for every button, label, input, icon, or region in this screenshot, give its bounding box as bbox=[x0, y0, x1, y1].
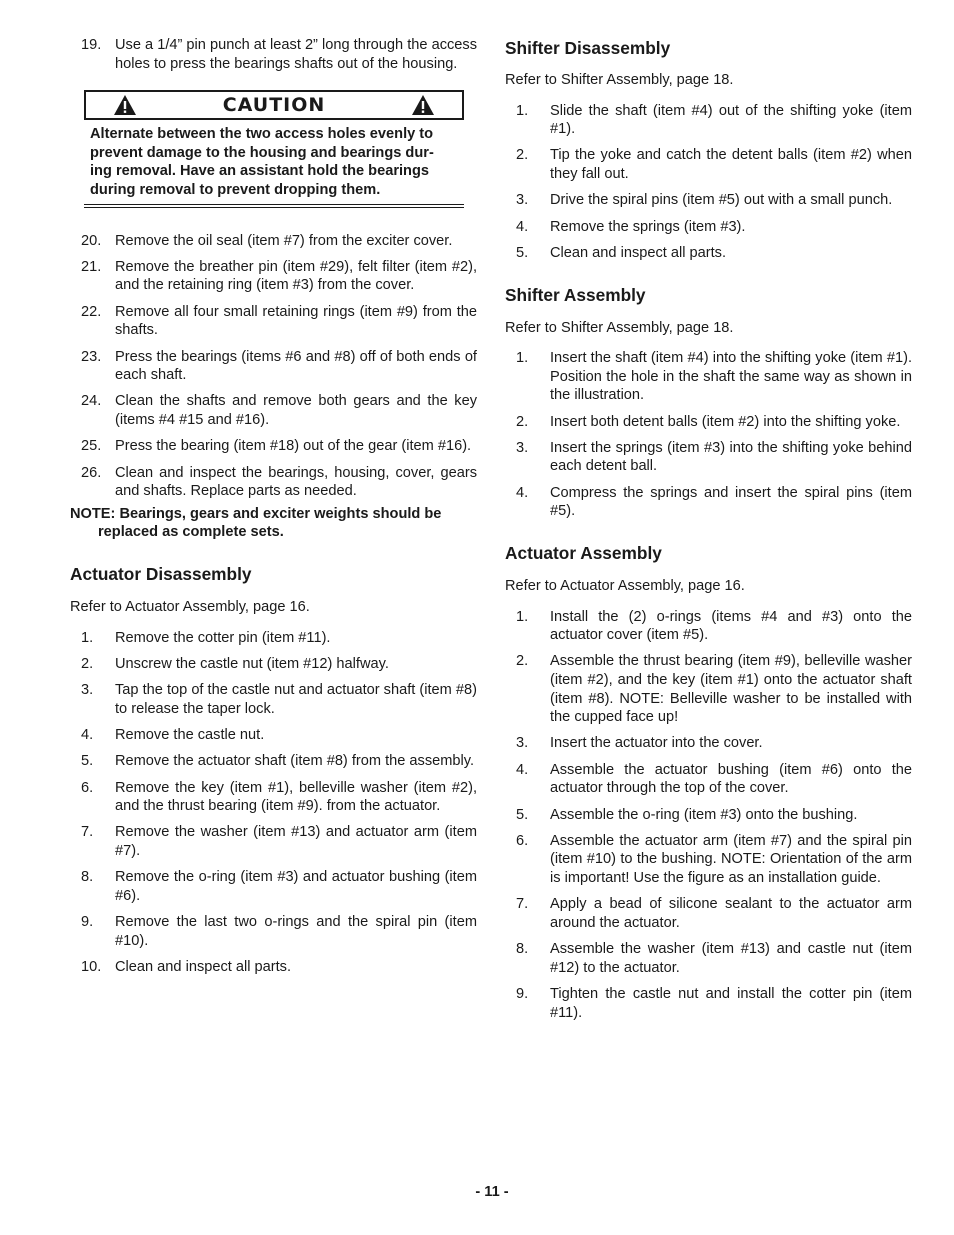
step-text: Remove the castle nut. bbox=[115, 727, 265, 744]
step-text: Compress the springs and insert the spiral pins (item #5). bbox=[550, 484, 912, 520]
step-19 bbox=[70, 36, 477, 73]
section-heading-shifter-disassembly: Shifter Disassembly bbox=[505, 38, 671, 58]
list-item bbox=[70, 726, 477, 745]
step-text: Use a 1/4” pin punch at least 2” long through the access holes to press the bearings shafts out of the housing. bbox=[115, 37, 477, 72]
note-line: replaced as complete sets. bbox=[98, 524, 284, 541]
step-text: Remove all four small retaining rings (item #9) from the shafts. bbox=[115, 303, 477, 339]
step-number: 2. bbox=[81, 655, 94, 672]
step-text: Insert the actuator into the cover. bbox=[550, 735, 763, 752]
note-line: NOTE: Bearings, gears and exciter weights should be bbox=[70, 505, 442, 522]
step-25 bbox=[70, 437, 477, 456]
step-text: Remove the breather pin (item #29), felt filter (item #2), and the retaining ring (item #3) from the cover. bbox=[115, 258, 477, 294]
list-item bbox=[505, 652, 912, 726]
step-number: 1. bbox=[516, 350, 529, 367]
list-item bbox=[70, 752, 477, 771]
page-number: - 11 - bbox=[475, 1184, 509, 1200]
caution-line: Alternate between the two access holes evenly to bbox=[90, 126, 434, 143]
list-item bbox=[505, 940, 912, 977]
step-text: Assemble the washer (item #13) and castle nut (item #12) to the actuator. bbox=[550, 941, 912, 976]
step-number: 3. bbox=[516, 735, 529, 752]
step-text: Clean and inspect the bearings, housing, cover, gears and shafts. Replace parts as needed. bbox=[115, 464, 477, 500]
step-text: Assemble the thrust bearing (item #9), belleville washer (item #2), and the key (item #1) onto the actuator shaft (item #8). NOTE: Belleville washer to be installed with the cupped face up! bbox=[550, 653, 912, 726]
list-item bbox=[505, 349, 912, 405]
list-item bbox=[70, 958, 477, 977]
list-item bbox=[505, 484, 912, 521]
step-number: 1. bbox=[81, 629, 94, 646]
step-number: 4. bbox=[81, 727, 94, 744]
step-number: 1. bbox=[516, 102, 529, 119]
step-text: Unscrew the castle nut (item #12) halfway. bbox=[115, 655, 389, 672]
step-number: 4. bbox=[516, 218, 529, 235]
step-number: 22. bbox=[81, 303, 102, 320]
caution-line: during removal to prevent dropping them. bbox=[90, 181, 381, 198]
list-item bbox=[70, 629, 477, 648]
list-item bbox=[505, 761, 912, 798]
step-text: Remove the oil seal (item #7) from the exciter cover. bbox=[115, 232, 453, 249]
step-number: 24. bbox=[81, 393, 102, 410]
step-text: Press the bearings (items #6 and #8) off of both ends of each shaft. bbox=[115, 348, 477, 384]
list-item bbox=[505, 895, 912, 932]
step-24 bbox=[70, 392, 477, 429]
step-20 bbox=[70, 232, 477, 251]
list-item bbox=[70, 779, 477, 816]
step-number: 3. bbox=[81, 682, 94, 699]
list-item bbox=[70, 913, 477, 950]
step-text: Slide the shaft (item #4) out of the shifting yoke (item #1). bbox=[550, 102, 912, 138]
step-text: Insert both detent balls (item #2) into the shifting yoke. bbox=[550, 413, 901, 430]
caution-text bbox=[84, 120, 464, 207]
list-item bbox=[505, 608, 912, 645]
step-number: 9. bbox=[81, 914, 94, 931]
list-item bbox=[505, 439, 912, 476]
step-number: 21. bbox=[81, 258, 102, 275]
list-item bbox=[505, 734, 912, 753]
step-text: Remove the actuator shaft (item #8) from the assembly. bbox=[115, 753, 475, 770]
step-text: Remove the washer (item #13) and actuator arm (item #7). bbox=[115, 824, 477, 860]
right-column bbox=[505, 38, 912, 1030]
list-item bbox=[505, 146, 912, 183]
step-number: 2. bbox=[516, 413, 529, 430]
step-text: Remove the last two o-rings and the spiral pin (item #10). bbox=[115, 914, 477, 949]
step-text: Clean the shafts and remove both gears and the key (items #4 #15 and #16). bbox=[115, 393, 477, 429]
reference-text: Refer to Actuator Assembly, page 16. bbox=[505, 577, 745, 594]
list-item bbox=[70, 868, 477, 905]
step-number: 5. bbox=[516, 806, 529, 823]
list-item bbox=[70, 823, 477, 860]
step-number: 10. bbox=[81, 959, 102, 976]
reference-text: Refer to Shifter Assembly, page 18. bbox=[505, 319, 734, 336]
list-item bbox=[70, 681, 477, 718]
warning-triangle-icon bbox=[411, 94, 435, 116]
step-text: Clean and inspect all parts. bbox=[550, 244, 727, 261]
step-text: Tighten the castle nut and install the cotter pin (item #11). bbox=[550, 986, 912, 1021]
step-text: Install the (2) o-rings (items #4 and #3) onto the actuator cover (item #5). bbox=[550, 608, 912, 644]
step-text: Remove the springs (item #3). bbox=[550, 218, 746, 235]
caution-line: ing removal. Have an assistant hold the bearings bbox=[90, 163, 429, 180]
step-text: Remove the key (item #1), belleville washer (item #2), and the thrust bearing (item #9). from the actuator. bbox=[115, 779, 477, 815]
step-number: 19. bbox=[81, 37, 102, 53]
step-text: Tap the top of the castle nut and actuator shaft (item #8) to release the taper lock. bbox=[115, 682, 477, 717]
step-text: Clean and inspect all parts. bbox=[115, 959, 292, 976]
step-number: 20. bbox=[81, 232, 102, 249]
step-number: 5. bbox=[81, 753, 94, 770]
list-item bbox=[505, 832, 912, 888]
section-heading-actuator-disassembly: Actuator Disassembly bbox=[70, 564, 252, 584]
step-number: 6. bbox=[81, 779, 94, 796]
warning-triangle-icon bbox=[113, 94, 137, 116]
step-text: Assemble the o-ring (item #3) onto the bushing. bbox=[550, 806, 858, 823]
list-item bbox=[505, 413, 912, 432]
caution-box bbox=[84, 90, 464, 207]
step-text: Assemble the actuator arm (item #7) and the spiral pin (item #10) to the bushing. NOTE: Orientation of the arm is important! Use the figure as an installation guide. bbox=[550, 832, 912, 887]
reference-text: Refer to Actuator Assembly, page 16. bbox=[70, 599, 310, 615]
step-number: 3. bbox=[516, 439, 529, 456]
step-text: Insert the springs (item #3) into the shifting yoke behind each detent ball. bbox=[550, 439, 912, 475]
list-item bbox=[505, 102, 912, 139]
step-text: Remove the cotter pin (item #11). bbox=[115, 629, 331, 646]
step-text: Apply a bead of silicone sealant to the actuator arm around the actuator. bbox=[550, 896, 912, 931]
step-number: 8. bbox=[516, 941, 529, 958]
list-item bbox=[505, 244, 912, 263]
step-number: 1. bbox=[516, 608, 529, 625]
reference-text: Refer to Shifter Assembly, page 18. bbox=[505, 72, 734, 88]
step-number: 7. bbox=[81, 824, 94, 841]
step-number: 4. bbox=[516, 484, 529, 501]
step-number: 3. bbox=[516, 192, 529, 209]
step-text: Tip the yoke and catch the detent balls (item #2) when they fall out. bbox=[550, 147, 912, 183]
step-22 bbox=[70, 303, 477, 340]
note bbox=[70, 505, 477, 542]
step-number: 9. bbox=[516, 986, 529, 1003]
caution-line: prevent damage to the housing and bearings dur- bbox=[90, 144, 434, 161]
step-number: 2. bbox=[516, 147, 529, 164]
step-number: 8. bbox=[81, 869, 94, 886]
step-text: Insert the shaft (item #4) into the shifting yoke (item #1). Position the hole in the shaft the same way as shown in the illustration. bbox=[550, 350, 912, 404]
step-number: 5. bbox=[516, 244, 529, 261]
step-text: Remove the o-ring (item #3) and actuator bushing (item #6). bbox=[115, 869, 477, 904]
list-item bbox=[505, 985, 912, 1022]
step-number: 26. bbox=[81, 464, 102, 481]
caution-title: CAUTION bbox=[222, 93, 326, 116]
step-23 bbox=[70, 348, 477, 385]
left-column bbox=[70, 36, 477, 984]
step-26 bbox=[70, 464, 477, 501]
step-number: 6. bbox=[516, 832, 529, 849]
step-text: Assemble the actuator bushing (item #6) onto the actuator through the top of the cover. bbox=[550, 761, 912, 797]
step-number: 23. bbox=[81, 348, 102, 365]
list-item bbox=[505, 806, 912, 825]
section-heading-shifter-assembly: Shifter Assembly bbox=[505, 284, 646, 305]
step-number: 2. bbox=[516, 653, 529, 670]
caution-header bbox=[84, 90, 464, 120]
step-21 bbox=[70, 258, 477, 295]
step-text: Press the bearing (item #18) out of the gear (item #16). bbox=[115, 438, 472, 455]
section-heading-actuator-assembly: Actuator Assembly bbox=[505, 542, 662, 563]
step-number: 25. bbox=[81, 438, 102, 455]
list-item bbox=[505, 191, 912, 210]
list-item bbox=[70, 655, 477, 674]
step-number: 4. bbox=[516, 761, 529, 778]
step-number: 7. bbox=[516, 896, 529, 913]
step-text: Drive the spiral pins (item #5) out with a small punch. bbox=[550, 192, 893, 209]
list-item bbox=[505, 218, 912, 237]
